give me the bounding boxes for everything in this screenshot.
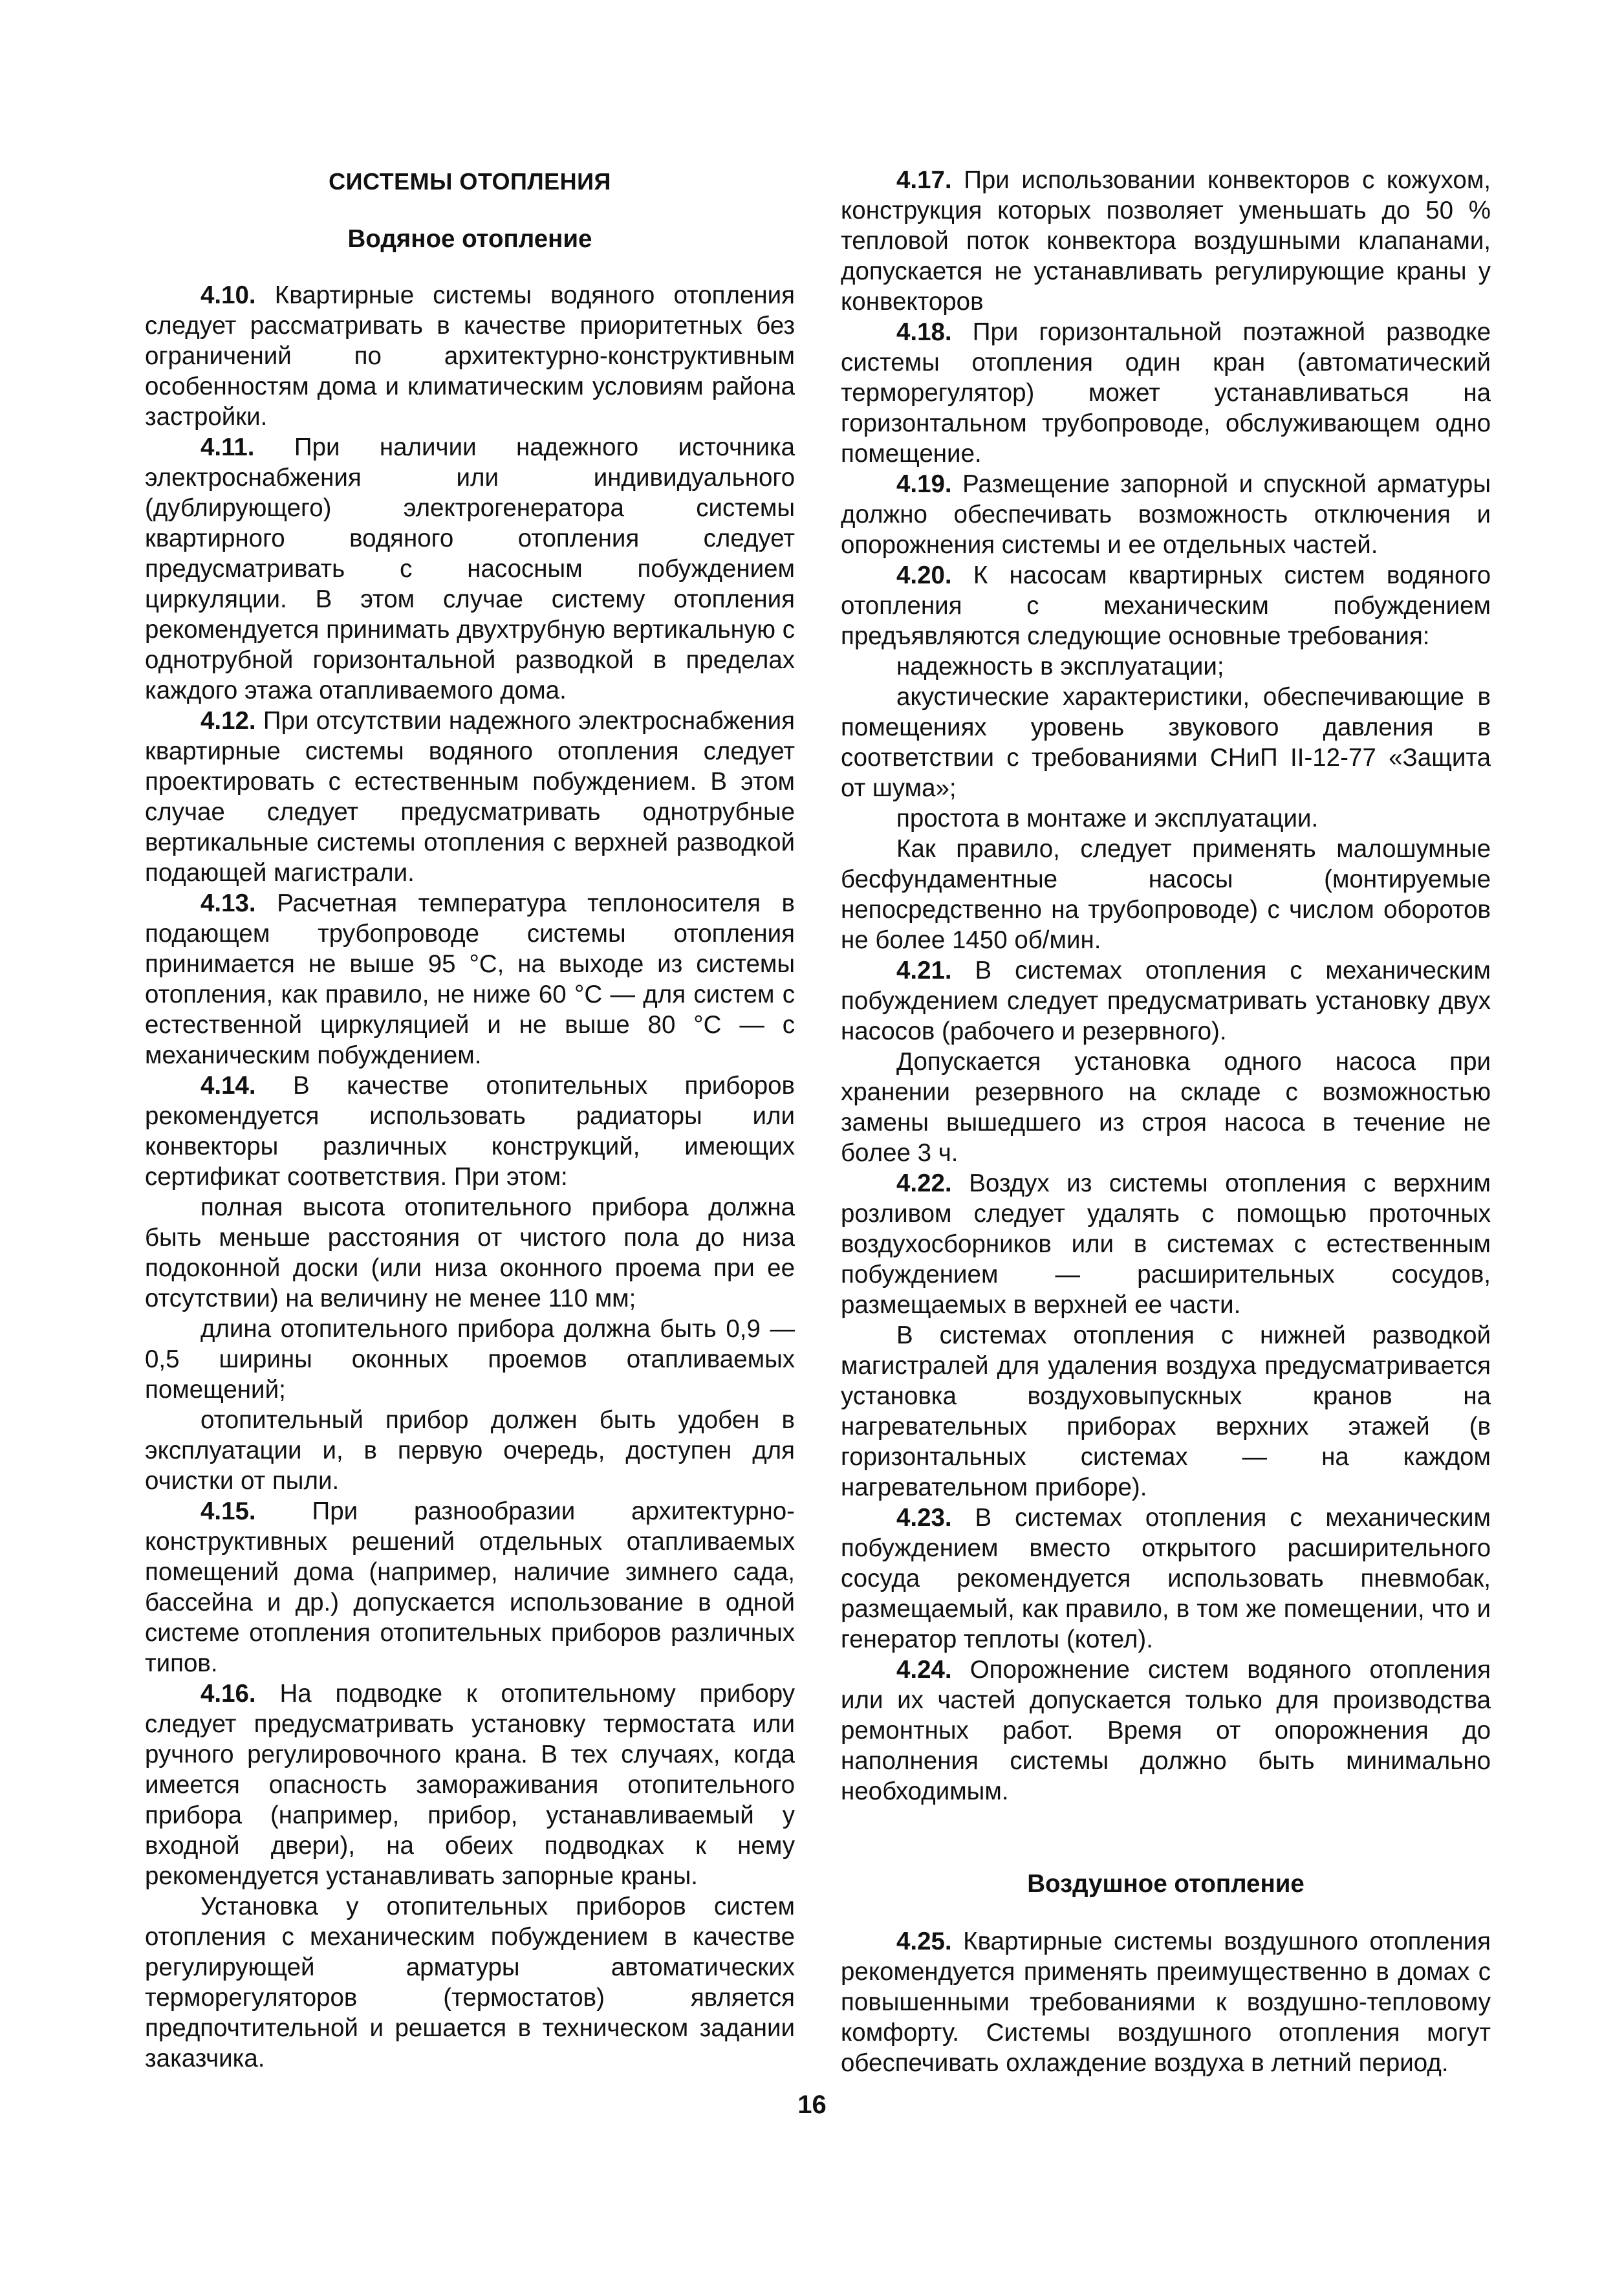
paragraph [145,432,795,706]
clause-number: 4.23. [896,1504,952,1532]
subsection-title-air-heating: Воздушное отопление [1027,1870,1305,1898]
paragraph [841,651,1491,682]
clause-number: 4.15. [200,1497,256,1525]
clause-number: 4.25. [896,1928,952,1955]
paragraph [841,1320,1491,1503]
clause-number: 4.16. [200,1680,256,1708]
paragraph [841,165,1491,317]
paragraph [841,1168,1491,1320]
paragraph-text: Квартирные системы воздушного отопления рекомендуется применять преимущественно в домах с повышенными требованиями к воздушно-тепловому комфорту. Системы воздушного отопления могут обеспечивать охлаждение воздуха в летний период. [841,1928,1491,2077]
paragraph-text: При горизонтальной поэтажной разводке системы отопления один кран (автоматический терморегулятор) может устанавливаться на горизонтальном трубопроводе, обслуживающем одно помещение. [841,318,1491,468]
clause-number: 4.22. [896,1169,952,1197]
paragraph-text: надежность в эксплуатации; [896,653,1224,680]
clause-number: 4.11. [200,433,255,461]
paragraph-text: полная высота отопительного прибора должна быть меньше расстояния от чистого пола до низа подоконной доски (или низа оконного проема при ее отсутствии) на величину не менее 110 мм; [145,1193,795,1312]
paragraph-text: При разнообразии архитектурно-конструктивных решений отдельных отапливаемых помещений дома (например, наличие зимнего сада, бассейна и др.) допускается использование в одной системе отопления отопительных приборов различных типов. [145,1497,795,1677]
paragraph [145,1405,795,1496]
paragraph [145,1891,795,2074]
paragraph [841,955,1491,1047]
section-title: СИСТЕМЫ ОТОПЛЕНИЯ [329,168,611,195]
clause-number: 4.20. [896,561,952,589]
paragraph-text: При использовании конвекторов с кожухом, конструкция которых позволяет уменьшать до 50 % тепловой поток конвектора воздушными клапанами, допускается не устанавливать регулирующие краны у конвекторов [841,166,1491,316]
paragraph [841,1926,1491,2078]
paragraph [841,1047,1491,1168]
paragraph [841,834,1491,955]
paragraph-text: длина отопительного прибора должна быть 0,9 —0,5 ширины оконных проемов отапливаемых помещений; [145,1315,795,1404]
right-column [841,165,1491,2078]
paragraph-text: Воздух из системы отопления с верхним розливом следует удалять с помощью проточных воздухосборников или в системах с естественным побуждением — расширительных сосудов, размещаемых в верхней ее части. [841,1169,1491,1319]
paragraph [145,1192,795,1314]
paragraph-text: Как правило, следует применять малошумные бесфундаментные насосы (монтируемые непосредственно на трубопроводе) с числом оборотов не более 1450 об/мин. [841,835,1491,954]
paragraph-text: Установка у отопительных приборов систем отопления с механическим побуждением в качестве регулирующей арматуры автоматических терморегуляторов (термостатов) является предпочтительной и решается в техническом задании заказчика. [145,1893,795,2072]
clause-number: 4.14. [200,1072,256,1100]
clause-number: 4.19. [896,470,952,498]
paragraph-text: В системах отопления с механическим побуждением следует предусматривать установку двух насосов (рабочего и резервного). [841,957,1491,1045]
paragraph [841,803,1491,834]
right-paragraphs-top [841,165,1491,1807]
paragraph-text: Опорожнение систем водяного отопления или их частей допускается только для производства ремонтных работ. Время от опорожнения до наполнения системы должно быть минимально необходимым. [841,1656,1491,1805]
subsection-title-water-heating: Водяное отопление [347,225,592,253]
paragraph [145,888,795,1070]
paragraph [145,1679,795,1891]
clause-number: 4.18. [896,318,952,346]
paragraph [841,560,1491,651]
clause-number: 4.10. [200,281,256,309]
paragraph [145,280,795,432]
paragraph-text: отопительный прибор должен быть удобен в эксплуатации и, в первую очередь, доступен для очистки от пыли. [145,1406,795,1495]
left-column [145,165,795,2074]
left-paragraphs [145,280,795,2074]
paragraph-text: К насосам квартирных систем водяного отопления с механическим побуждением предъявляются следующие основные требования: [841,561,1491,650]
paragraph [145,1070,795,1192]
paragraph [145,1496,795,1679]
paragraph-text: акустические характеристики, обеспечивающие в помещениях уровень звукового давления в соответствии с требованиями СНиП II-12-77 «Защита от шума»; [841,683,1491,802]
paragraph-text: Размещение запорной и спускной арматуры должно обеспечивать возможность отключения и опорожнения системы и ее отдельных частей. [841,470,1491,559]
right-paragraphs-bottom [841,1926,1491,2078]
paragraph-text: На подводке к отопительному прибору следует предусматривать установку термостата или ручного регулировочного крана. В тех случаях, когда имеется опасность замораживания отопительного прибора (например, прибор, устанавливаемый у входной двери), на обеих подводках к нему рекомендуется устанавливать запорные краны. [145,1680,795,1890]
paragraph [841,317,1491,469]
paragraph-text: Квартирные системы водяного отопления следует рассматривать в качестве приоритетных без ограничений по архитектурно-конструктивным особенностям дома и климатическим условиям района застройки. [145,281,795,431]
paragraph-text: В системах отопления с механическим побуждением вместо открытого расширительного сосуда рекомендуется использовать пневмобак, размещаемый, как правило, в том же помещении, что и генератор теплоты (котел). [841,1504,1491,1653]
paragraph [841,469,1491,560]
clause-number: 4.17. [896,166,952,194]
paragraph [841,1655,1491,1807]
paragraph-text: При отсутствии надежного электроснабжения квартирные системы водяного отопления следует проектировать с естественным побуждением. В этом случае следует предусматривать однотрубные вертикальные системы отопления с верхней разводкой подающей магистрали. [145,707,795,887]
paragraph [841,682,1491,803]
paragraph [841,1503,1491,1655]
paragraph [145,1314,795,1405]
paragraph-text: простота в монтаже и эксплуатации. [896,805,1319,832]
clause-number: 4.12. [200,707,256,735]
clause-number: 4.13. [200,889,256,917]
paragraph-text: Допускается установка одного насоса при хранении резервного на складе с возможностью замены вышедшего из строя насоса в течение не более 3 ч. [841,1048,1491,1167]
paragraph-text: При наличии надежного источника электроснабжения или индивидуального (дублирующего) электрогенератора системы квартирного водяного отопления следует предусматривать с насосным побуждением циркуляции. В этом случае систему отопления рекомендуется принимать двухтрубную вертикальную с однотрубной горизонтальной разводкой в пределах каждого этажа отапливаемого дома. [145,433,795,704]
paragraph-text: Расчетная температура теплоносителя в подающем трубопроводе системы отопления принимается не выше 95 °С, на выходе из системы отопления, как правило, не ниже 60 °С — для систем с естественной циркуляцией и не выше 80 °С — с механическим побуждением. [145,889,795,1069]
clause-number: 4.24. [896,1656,952,1684]
page-number: 16 [797,2091,827,2119]
clause-number: 4.21. [896,957,952,984]
paragraph-text: В системах отопления с нижней разводкой магистралей для удаления воздуха предусматривается установка воздуховыпускных кранов на нагревательных приборах верхних этажей (в горизонтальных системах — на каждом нагревательном приборе). [841,1321,1491,1501]
paragraph [145,706,795,888]
paragraph-text: В качестве отопительных приборов рекомендуется использовать радиаторы или конвекторы различных конструкций, имеющих сертификат соответствия. При этом: [145,1072,795,1191]
